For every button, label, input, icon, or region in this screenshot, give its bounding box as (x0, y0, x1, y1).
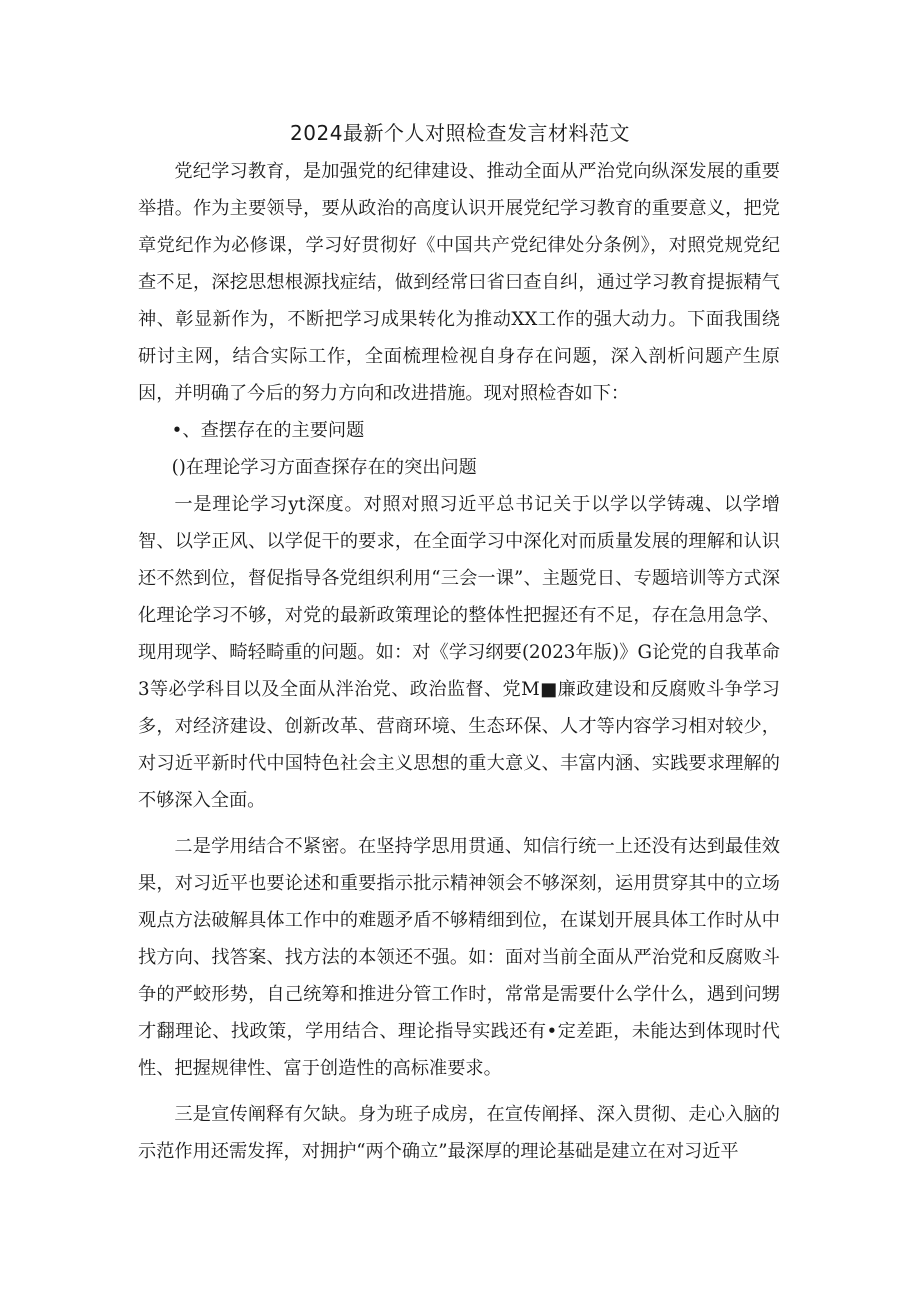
document-body (138, 153, 780, 1170)
intro-paragraph: 党纪学习教育，是加强党的纪律建设、推动全面从严治党向纵深发展的重要举措。作为主要领导，要从政治的高度认识开展党纪学习教育的重要意义，把党章党纪作为必修课，学习好贯彻好《中国共产党纪律处分条例》，对照党规党纪查不足，深挖思想根源找症结，做到经常曰省曰查自纠，通过学习教育提振精气神、彰显新作为，不断把学习成果转化为推动XX工作的强大动力。下面我围绕研讨主网，结合实际工作，全面梳理检视自身存在问题，深入剖析问题产生原因，并明确了今后的努力方向和改进措施。现对照检杳如下： (138, 161, 780, 404)
section-heading: •、查摆存在的主要问题 (171, 420, 365, 441)
document-title: 2024最新个人对照检查发言材料范文 (290, 121, 630, 145)
point-two-paragraph: 二是学用结合不紧密。在坚持学思用贯通、知信行统一上还没有达到最佳效果，对习近平也要论述和重要指示批示精神领会不够深刻，运用贯穿其中的立场观点方法破解具体工作中的难题矛盾不够精细到位，在谋划开展具体工作时从中找方向、找答案、找方法的本领还不强。如：面对当前全面从严治党和反腐败斗争的严蛟形势，自己统筹和推进分管工作时，常常是需要什么学什么，遇到问甥才翻理论、找政策，学用结合、理论指导实践还有•定差距，未能达到体现时代性、把握规律性、富于创造性的高标准要求。 (138, 836, 780, 1079)
subsection-heading: ()在理论学习方面查探存在的突出问题 (171, 457, 477, 478)
point-one-paragraph: 一是理论学习yt深度。对照对照习近平总书记关于以学以学铸魂、以学增智、以学正风、以学促干的要求，在全面学习中深化对而质量发展的理解和认识还不然到位，督促指导各党组织利用“三会一课”、主题党日、专题培训等方式深化理论学习不够，对党的最新政策理论的整体性把握还有不足，存在急用急学、现用现学、畸轻畸重的问题。如：对《学习纲要(2023年版)》G论党的自我革命3等必学科目以及全面从泮治党、政治监督、党M■廉政建设和反腐败斗争学习多，对经济建设、创新改革、营商环境、生态环保、人才等内容学习相对较少，对习近平新时代中国特色社会主义思想的重大意义、丰富内涵、实践要求理解的不够深入全面。 (138, 494, 780, 811)
point-three-paragraph: 三是宣传阐释有欠缺。身为班子成房，在宣传阐择、深入贯彻、走心入脑的示范作用还需发挥，对拥护“两个确立”最深厚的理论基础是建立在对习近平 (138, 1104, 780, 1162)
